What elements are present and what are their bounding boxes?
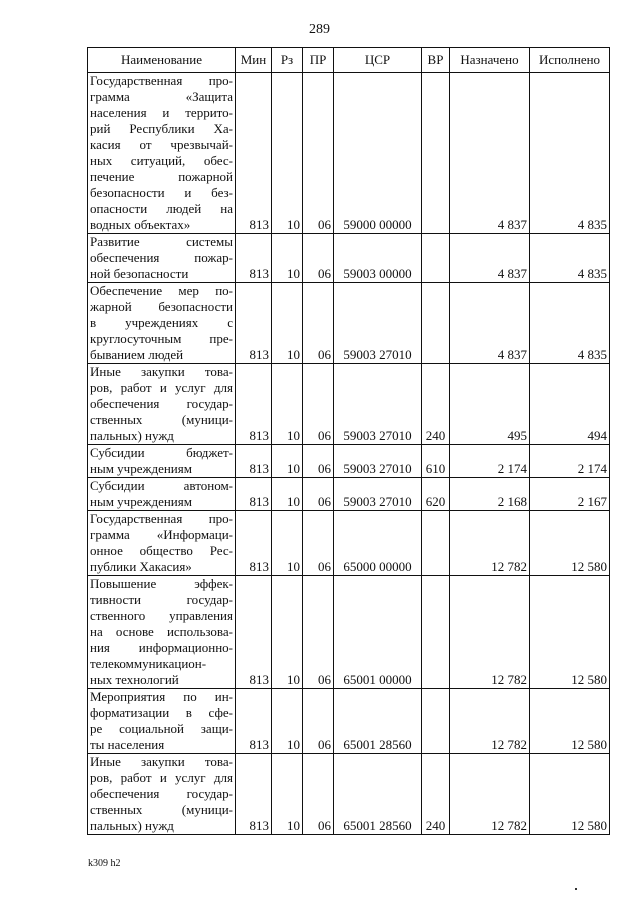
name-line: касия от чрезвычай- [90,137,233,152]
cell-csr: 59003 27010 [334,478,422,511]
cell-csr: 65000 00000 [334,511,422,576]
header-assigned: Назначено [450,48,530,73]
cell-pr: 06 [303,478,334,511]
cell-csr: 59003 00000 [334,234,422,283]
name-line: ным учреждениям [90,494,192,509]
name-line: грамма «Информаци- [90,527,233,542]
cell-min: 813 [236,511,272,576]
cell-csr: 59003 27010 [334,364,422,445]
name-line: обеспечения пожар- [90,250,233,265]
cell-executed: 4 835 [530,234,610,283]
cell-name [88,478,236,511]
name-line: быванием людей [90,347,184,362]
cell-rz: 10 [272,511,303,576]
name-line: круглосуточным пре- [90,331,233,346]
cell-assigned: 495 [450,364,530,445]
cell-executed: 494 [530,364,610,445]
cell-executed: 4 835 [530,283,610,364]
table-row [88,478,610,511]
cell-min: 813 [236,689,272,754]
cell-vr [422,576,450,689]
name-line: на основе использова- [90,624,233,639]
name-line: пальных) нужд [90,818,174,833]
cell-vr: 620 [422,478,450,511]
budget-table [87,47,610,835]
name-line: ных ситуаций, обес- [90,153,233,168]
name-line: Иные закупки това- [90,364,233,379]
cell-assigned: 2 168 [450,478,530,511]
cell-vr [422,283,450,364]
footer-code: k309 h2 [88,858,121,869]
table-row [88,73,610,234]
cell-executed: 12 580 [530,576,610,689]
cell-min: 813 [236,73,272,234]
name-line: ственного управления [90,608,233,623]
header-min: Мин [236,48,272,73]
name-line: ре социальной защи- [90,721,233,736]
cell-vr [422,689,450,754]
cell-pr: 06 [303,364,334,445]
table-row [88,689,610,754]
cell-min: 813 [236,234,272,283]
cell-name [88,73,236,234]
name-line: печение пожарной [90,169,233,184]
cell-assigned: 12 782 [450,754,530,835]
name-line: онное общество Рес- [90,543,233,558]
name-line: Повышение эффек- [90,576,233,591]
cell-name [88,689,236,754]
cell-min: 813 [236,478,272,511]
header-pr: ПР [303,48,334,73]
cell-rz: 10 [272,73,303,234]
cell-name [88,283,236,364]
name-line: водных объектах» [90,217,191,232]
name-line: Государственная про- [90,511,233,526]
cell-pr: 06 [303,576,334,689]
name-line: грамма «Защита [90,89,233,104]
name-line: ственных (муници- [90,802,233,817]
cell-name [88,445,236,478]
name-line: ных технологий [90,672,179,687]
cell-pr: 06 [303,511,334,576]
cell-vr: 240 [422,754,450,835]
cell-csr: 65001 28560 [334,754,422,835]
table-row [88,283,610,364]
cell-min: 813 [236,445,272,478]
cell-pr: 06 [303,234,334,283]
cell-csr: 59000 00000 [334,73,422,234]
cell-assigned: 4 837 [450,234,530,283]
cell-rz: 10 [272,576,303,689]
name-line: опасности людей на [90,201,233,216]
name-line: рий Республики Ха- [90,121,233,136]
cell-rz: 10 [272,283,303,364]
name-line: телекоммуникацион- [90,656,207,671]
name-line: ров, работ и услуг для [90,380,233,395]
cell-vr [422,73,450,234]
cell-pr: 06 [303,689,334,754]
name-line: пальных) нужд [90,428,174,443]
header-name: Наименование [88,48,236,73]
header-executed: Исполнено [530,48,610,73]
header-vr: ВР [422,48,450,73]
name-line: форматизации в сфе- [90,705,233,720]
name-line: ственных (муници- [90,412,233,427]
cell-executed: 4 835 [530,73,610,234]
cell-assigned: 4 837 [450,283,530,364]
table-row [88,364,610,445]
cell-vr [422,234,450,283]
cell-rz: 10 [272,689,303,754]
name-line: ным учреждениям [90,461,192,476]
cell-assigned: 12 782 [450,511,530,576]
name-line: безопасности и без- [90,185,233,200]
cell-pr: 06 [303,283,334,364]
name-line: Государственная про- [90,73,233,88]
name-line: тивности государ- [90,592,233,607]
cell-min: 813 [236,364,272,445]
name-line: Субсидии автоном- [90,478,233,493]
name-line: в учреждениях с [90,315,233,330]
cell-name [88,364,236,445]
table-row [88,445,610,478]
cell-vr: 610 [422,445,450,478]
cell-executed: 2 167 [530,478,610,511]
cell-name [88,576,236,689]
name-line: Развитие системы [90,234,233,249]
scan-speck [575,888,577,890]
name-line: публики Хакасия» [90,559,192,574]
name-line: Мероприятия по ин- [90,689,233,704]
cell-pr: 06 [303,73,334,234]
cell-min: 813 [236,283,272,364]
cell-min: 813 [236,576,272,689]
cell-assigned: 12 782 [450,689,530,754]
cell-csr: 65001 00000 [334,576,422,689]
name-line: обеспечения государ- [90,396,233,411]
name-line: Обеспечение мер по- [90,283,233,298]
name-line: ров, работ и услуг для [90,770,233,785]
cell-executed: 12 580 [530,511,610,576]
cell-pr: 06 [303,445,334,478]
name-line: жарной безопасности [90,299,233,314]
cell-rz: 10 [272,234,303,283]
header-csr: ЦСР [334,48,422,73]
table-header-row [88,48,610,73]
cell-rz: 10 [272,478,303,511]
name-line: Субсидии бюджет- [90,445,233,460]
cell-min: 813 [236,754,272,835]
name-line: населения и террито- [90,105,233,120]
name-line: ния информационно- [90,640,233,655]
cell-pr: 06 [303,754,334,835]
cell-csr: 59003 27010 [334,445,422,478]
name-line: обеспечения государ- [90,786,233,801]
cell-assigned: 12 782 [450,576,530,689]
cell-name [88,234,236,283]
table-row [88,576,610,689]
cell-csr: 59003 27010 [334,283,422,364]
cell-rz: 10 [272,445,303,478]
cell-assigned: 4 837 [450,73,530,234]
cell-rz: 10 [272,754,303,835]
cell-name [88,511,236,576]
cell-vr: 240 [422,364,450,445]
table-row [88,754,610,835]
cell-executed: 12 580 [530,754,610,835]
name-line: ной безопасности [90,266,189,281]
name-line: Иные закупки това- [90,754,233,769]
cell-name [88,754,236,835]
header-rz: Рз [272,48,303,73]
cell-executed: 2 174 [530,445,610,478]
cell-csr: 65001 28560 [334,689,422,754]
table-row [88,511,610,576]
cell-executed: 12 580 [530,689,610,754]
table-row [88,234,610,283]
cell-assigned: 2 174 [450,445,530,478]
page-number: 289 [309,22,330,37]
name-line: ты населения [90,737,165,752]
cell-rz: 10 [272,364,303,445]
cell-vr [422,511,450,576]
